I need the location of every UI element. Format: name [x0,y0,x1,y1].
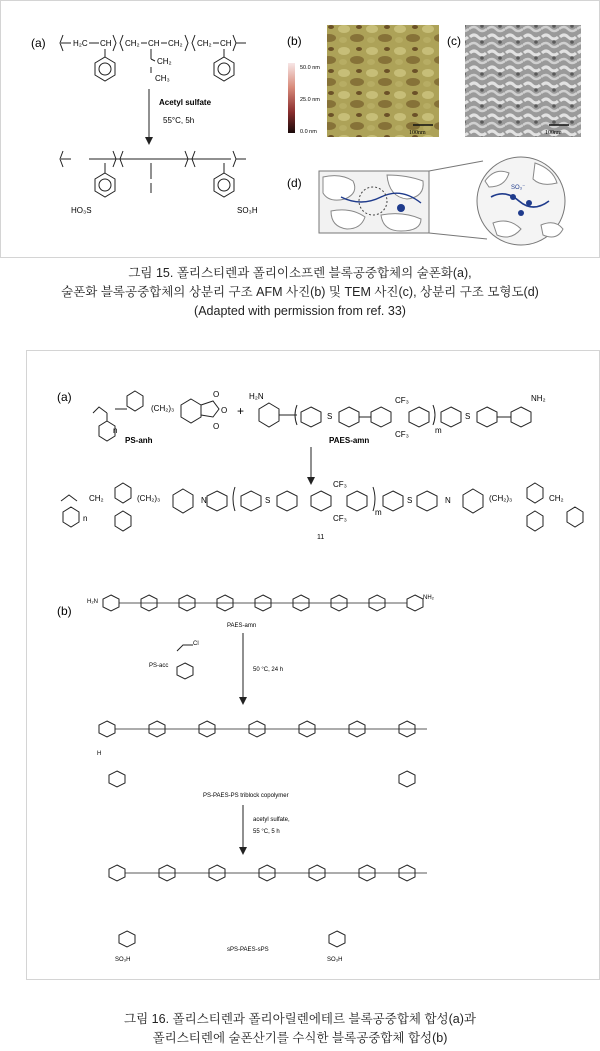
imide-n-left: N [201,496,207,505]
plus-sign: + [237,404,245,418]
cf3-top: CF₃ [395,396,409,405]
cl-atom: Cl [193,641,199,647]
so3-label-1: SO₃⁻ [511,185,526,191]
figure-16-panel [26,350,600,980]
ch2-group-b: CH₂ [168,39,183,48]
ch2-group-a: CH₂ [125,39,140,48]
b-nh2: NH₂ [423,595,434,601]
figure-15-caption [0,264,600,321]
figure-16-svg [27,351,599,979]
ch-group: CH [100,39,112,48]
label-16b: (b) [57,604,72,618]
so3h-right: SO₃H [327,957,343,963]
acetyl-step [239,805,290,855]
acetyl-label: acetyl sulfate, [253,817,290,823]
label-16a: (a) [57,390,72,404]
ch2-group-c: CH₂ [197,39,212,48]
ps-anh-structure [93,390,227,445]
ps-acc-reagent [149,633,283,705]
paes-amn-b [87,595,435,629]
paes-amn-label: PAES-amn [329,436,370,445]
prod-cf3-top: CF₃ [333,480,347,489]
cf3-bottom: CF₃ [395,430,409,439]
ps-acc-label: PS-acc [149,663,169,669]
figure-15-svg [1,1,599,257]
phase-model-diagram [319,157,565,245]
caption-16-line-1: 그림 16. 폴리스티렌과 폴리아릴렌에테르 블록공중합체 합성(a)과 [124,1012,476,1026]
tem-scale-bar: 100nm [545,130,562,136]
sulfonyl-2: S [465,412,471,421]
nh2-right: NH₂ [531,394,546,403]
tem-image [465,25,581,137]
sulfonyl-1: S [327,412,333,421]
polymer-chain-bottom [60,151,258,215]
ps-anh-label: PS-anh [125,436,153,445]
ch-group-b: CH [148,39,160,48]
prod-ch2-right: CH₂ [549,494,564,503]
b-paes-label: PAES-amn [227,623,257,629]
prod-cf3-bottom: CF₃ [333,514,347,523]
anh-o3: O [213,422,220,431]
product-16a [61,480,583,541]
afm-scale-top: 50.0 nm [300,65,320,71]
caption-15-line-1: 그림 15. 폴리스티렌과 폴리이소프렌 블록공중합체의 술폰화(a), [128,266,472,280]
sulfonic-left: HO₃S [71,206,92,215]
spsl-structure [109,865,427,963]
afm-color-scale [288,63,295,133]
caption-15-line-2: 술폰화 블록공중합체의 상분리 구조 AFM 사진(b) 및 TEM 사진(c), 상분리 구조 모형도(d) [61,285,539,299]
polymer-chain-top [60,35,246,83]
triblock-label: PS-PAES-PS triblock copolymer [203,793,289,799]
label-15b: (b) [287,34,302,48]
cond-1: 50 °C, 24 h [253,667,284,673]
prod-sub-n: n [83,514,88,523]
prod-ch2: CH₂ [89,494,104,503]
prod-sub-m: m [375,508,382,517]
triblock-structure [97,721,427,799]
anh-o1: O [213,390,220,399]
imide-n-right: N [445,496,451,505]
so3h-left: SO₃H [115,957,131,963]
ps-sub-n: n [113,426,118,435]
label-15a: (a) [31,36,46,50]
afm-scale-bottom: 0.0 nm [300,129,317,135]
ch2-group-d: CH₂ [157,57,172,66]
ch-group-c: CH [220,39,232,48]
prod-ch2-three-r: (CH₂)₃ [489,494,513,503]
prod-sulfonyl-2: S [407,496,413,505]
prod-ch2-three-l: (CH₂)₃ [137,494,161,503]
reagent-text: Acetyl sulfate [159,98,212,107]
sulfonic-right: SO₃H [237,206,258,215]
label-15c: (c) [447,34,461,48]
paes-amn-structure [249,392,546,445]
label-15d: (d) [287,176,302,190]
b-h2n: H₂N [87,599,98,605]
triblock-h-left: H [97,751,102,757]
h2c-group: H₂C [73,39,88,48]
prod-sulfonyl-1: S [265,496,271,505]
h2n-left: H₂N [249,392,264,401]
prod-sub-11: 11 [317,534,325,541]
condition-text: 55°C, 5h [163,116,195,125]
figure-15-panel [0,0,600,258]
caption-16-line-2: 폴리스티렌에 술폰산기를 수식한 블록공중합체 합성(b) [152,1031,448,1045]
spsl-label: sPS-PAES-sPS [227,947,269,953]
ch2-three: (CH₂)₃ [151,404,175,413]
anh-o2: O [221,406,228,415]
paes-sub-m: m [435,426,442,435]
ch3-group: CH₃ [155,74,170,83]
afm-scale-mid: 25.0 nm [300,97,320,103]
figure-16-caption [0,1010,600,1048]
cond-2: 55 °C, 5 h [253,829,280,835]
caption-15-line-3: (Adapted with permission from ref. 33) [194,304,406,318]
afm-scale-bar: 100nm [409,130,426,136]
